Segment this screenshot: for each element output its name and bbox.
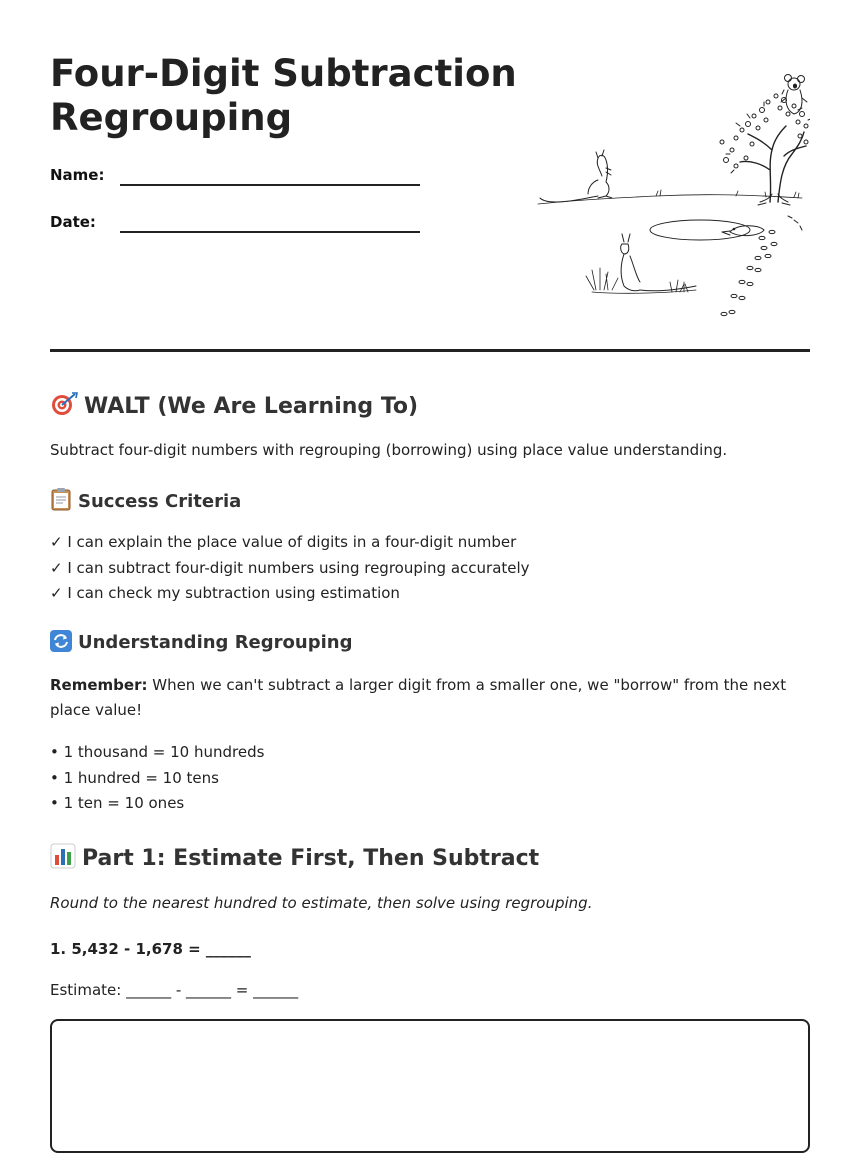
- part1-instructions: Round to the nearest hundred to estimate, then solve using regrouping.: [50, 894, 593, 912]
- walt-heading-text: WALT (We Are Learning To): [84, 394, 419, 419]
- outback-illustration: [536, 70, 810, 325]
- success-criteria-list: [50, 530, 530, 607]
- date-line[interactable]: [120, 231, 420, 233]
- part1-heading-text: Part 1: Estimate First, Then Subtract: [82, 846, 540, 871]
- list-item: • 1 hundred = 10 tens: [50, 768, 219, 787]
- name-field[interactable]: [50, 166, 420, 196]
- estimate-1: Estimate: ______ - ______ = ______: [50, 981, 299, 999]
- name-label: Name:: [50, 166, 105, 184]
- part1-heading: [50, 843, 539, 871]
- list-item: ✓ I can check my subtraction using estimation: [50, 584, 400, 602]
- platypus: [722, 226, 764, 236]
- grass-clump: [586, 268, 696, 293]
- footprints: [721, 216, 802, 316]
- remember-label: Remember:: [50, 676, 148, 694]
- date-field[interactable]: [50, 213, 420, 243]
- walt-text: Subtract four-digit numbers with regrouping (borrowing) using place value understanding.: [50, 441, 728, 459]
- waterhole: [650, 220, 750, 240]
- page-title: Four-Digit Subtraction Regrouping: [50, 52, 517, 139]
- target-icon: [50, 391, 78, 417]
- tree-foliage: [720, 90, 810, 173]
- success-criteria-heading-text: Success Criteria: [78, 491, 242, 512]
- cycle-arrows-icon: [50, 630, 72, 652]
- bar-chart-icon: [50, 843, 76, 869]
- answer-box[interactable]: [50, 1019, 810, 1153]
- tree-trunk: [740, 126, 806, 202]
- list-item: ✓ I can subtract four-digit numbers using regrouping accurately: [50, 558, 530, 577]
- clipboard-icon: [50, 487, 72, 511]
- question-1: 1. 5,432 - 1,678 = ______: [50, 940, 251, 958]
- header-divider: [50, 349, 810, 352]
- list-item: • 1 ten = 10 ones: [50, 794, 185, 812]
- date-label: Date:: [50, 213, 96, 231]
- regrouping-heading: [50, 630, 352, 653]
- list-item: • 1 thousand = 10 hundreds: [50, 743, 265, 761]
- regrouping-heading-text: Understanding Regrouping: [78, 632, 353, 653]
- kangaroo-sitting: [621, 234, 696, 291]
- regrouping-facts-list: [50, 740, 264, 817]
- success-criteria-heading: [50, 487, 241, 512]
- walt-heading: [50, 391, 418, 419]
- name-line[interactable]: [120, 184, 420, 186]
- list-item: ✓ I can explain the place value of digits in a four-digit number: [50, 533, 517, 551]
- remember-note: [50, 673, 810, 723]
- kangaroo-standing: [540, 150, 612, 202]
- remember-text: When we can't subtract a larger digit from a smaller one, we "borrow" from the next place value!: [50, 676, 787, 719]
